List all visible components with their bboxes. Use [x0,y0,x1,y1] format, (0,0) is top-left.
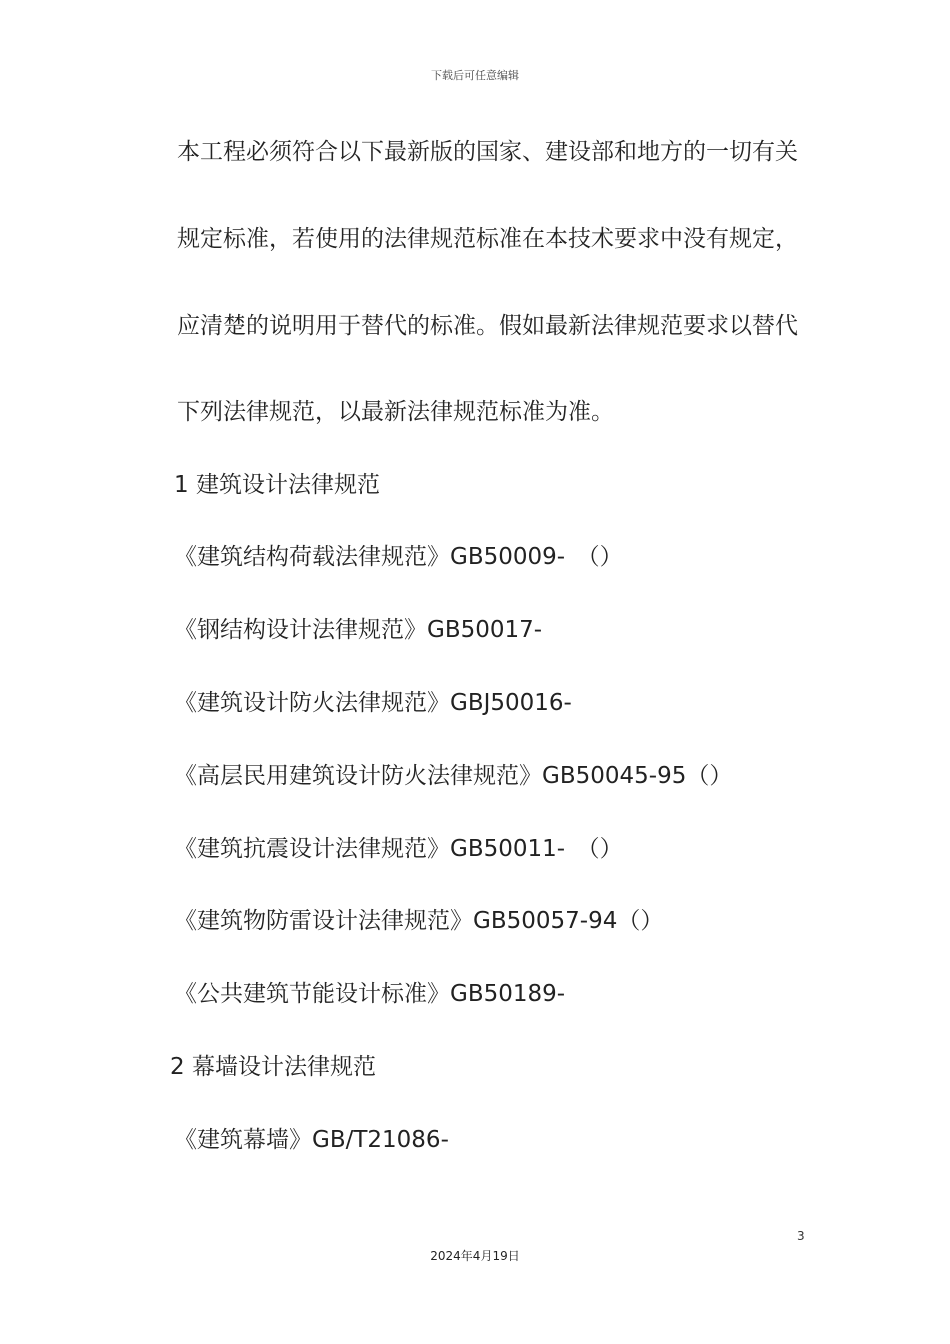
intro-line: 应清楚的说明用于替代的标准。假如最新法律规范要求以替代 [177,313,798,339]
intro-line: 规定标准，若使用的法律规范标准在本技术要求中没有规定， [177,226,798,252]
page-number: 3 [797,1229,805,1243]
section-heading: 1 建筑设计法律规范 [174,472,380,498]
standard-item: 《建筑结构荷载法律规范》GB50009- （） [174,544,623,570]
standard-item: 《建筑幕墙》GB/T21086- [174,1127,449,1153]
standard-item: 《建筑物防雷设计法律规范》GB50057-94（） [174,908,664,934]
section-heading: 2 幕墙设计法律规范 [170,1054,376,1080]
standard-item: 《建筑抗震设计法律规范》GB50011- （） [174,836,623,862]
standard-item: 《建筑设计防火法律规范》GBJ50016- [174,690,572,716]
intro-line: 下列法律规范，以最新法律规范标准为准。 [177,399,614,425]
standard-item: 《钢结构设计法律规范》GB50017- [174,617,543,643]
intro-line: 本工程必须符合以下最新版的国家、建设部和地方的一切有关 [177,139,798,165]
standard-item: 《公共建筑节能设计标准》GB50189- [174,981,566,1007]
footer-date: 2024年4月19日 [430,1249,520,1263]
standard-item: 《高层民用建筑设计防火法律规范》GB50045-95（） [174,763,733,789]
header-note: 下载后可任意编辑 [431,69,519,82]
